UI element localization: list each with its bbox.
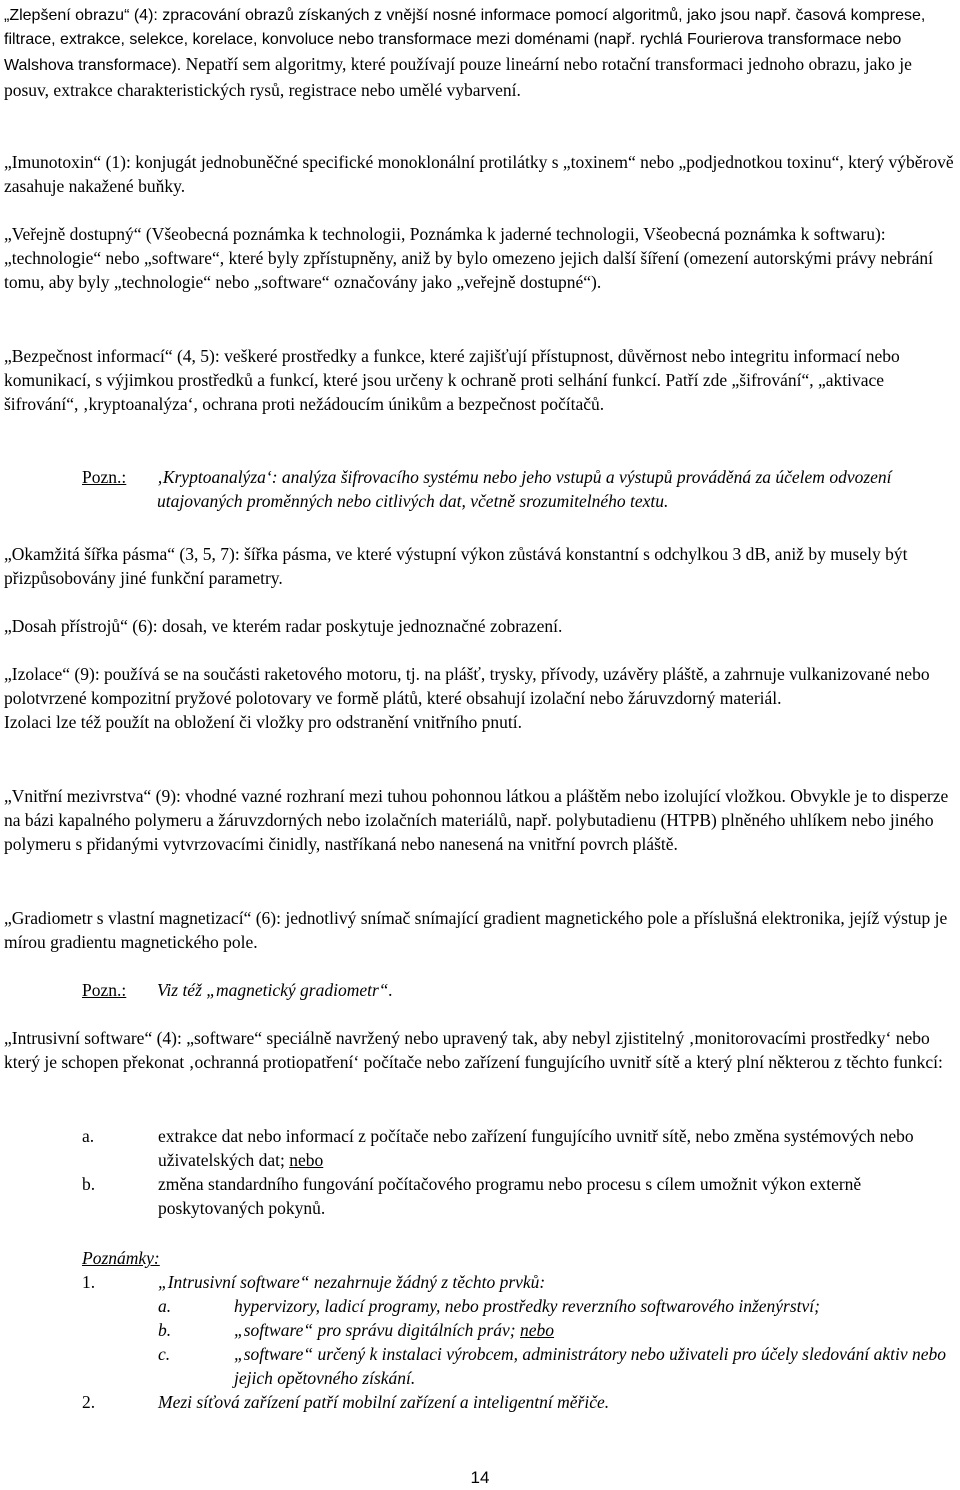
poznamky-subitem xyxy=(158,1342,960,1390)
paragraph-text: „Izolace“ (9): používá se na součásti raketového motoru, tj. na plášť, trysky, přívody, uzávěry pláště, a zahrnuje vulkanizované nebo polotvrzené kompozitní pryžové polotovary ve formě plátů, které obsahují izolační nebo žáruvzdorný materiál. xyxy=(4,664,930,708)
note-gradiometr xyxy=(82,978,954,1002)
paragraph-okamzita-sirka-pasma: „Okamžitá šířka pásma“ (3, 5, 7): šířka pásma, ve které výstupní výkon zůstává konstantní s odchylkou 3 dB, aniž by musely být přizpůsobovány jiné funkční parametry. xyxy=(4,544,908,588)
list-marker: a. xyxy=(82,1126,95,1146)
poznamky-subitem xyxy=(158,1318,960,1342)
paragraph-vnitrni-mezivrstva: „Vnitřní mezivrstva“ (9): vhodné vazné rozhraní mezi tuhou pohonnou látkou a pláštěm nebo izolující vložkou. Obvykle je to disperze na bázi kapalného polymeru a žáruvzdorných nebo izolačních materiálů, např. polybutadienu (HTPB) plněného uhlíkem nebo jiného polymeru s přidanými vytvrzovacími činidly, nastříkaná nebo nanesená na vnitřní povrch pláště. xyxy=(4,786,949,854)
list-marker: b. xyxy=(82,1174,96,1194)
function-list xyxy=(82,1124,954,1220)
paragraph-izolace xyxy=(4,662,954,734)
page-number: 14 xyxy=(470,1468,490,1487)
paragraph-text: „Zlepšení obrazu“ (4): zpracování obrazů získaných z vnější nosné informace pomocí algoritmů, jako jsou např. časová komprese, filtrace, extrakce, selekce, korelace, konvoluce nebo transformace mezi doménami (např. rychlá Fourierova transformace nebo Walshova transformace). xyxy=(4,7,926,74)
poznamky-subsuffix: nebo xyxy=(520,1320,555,1340)
note-text: Viz též „magnetický gradiometr“. xyxy=(157,980,393,1000)
list-item-suffix: nebo xyxy=(289,1150,324,1170)
paragraph-intrusivni-software: „Intrusivní software“ (4): „software“ speciálně navržený nebo upravený tak, aby nebyl zjistitelný ‚monitorovacími prostředky‘ nebo který je schopen překonat ‚ochranná protiopatření‘ počítače nebo zařízení fungujícího uvnitř sítě a který plní některou z těchto funkcí: xyxy=(4,1028,943,1072)
note-text: ‚Kryptoanalýza‘: analýza šifrovacího systému nebo jeho vstupů a výstupů prováděná za účelem odvození utajovaných proměnných nebo citlivých dat, včetně srozumitelného textu. xyxy=(157,467,892,511)
paragraph-gradiometr: „Gradiometr s vlastní magnetizací“ (6): jednotlivý snímač snímající gradient magnetického pole a příslušná elektronika, jejíž výstup je mírou gradientu magnetického pole. xyxy=(4,908,948,952)
poznamky-text: „Intrusivní software“ nezahrnuje žádný z těchto prvků: xyxy=(158,1272,546,1292)
paragraph-verejne-dostupny: „Veřejně dostupný“ (Všeobecná poznámka k technologii, Poznámka k jaderné technologii, Všeobecná poznámka k softwaru): „technologie“ nebo „software“, které byly zpřístupněny, aniž by bylo omezeno jejich další šíření (omezení autorskými právy nebrání tomu, aby byly „technologie“ nebo „software“ označovány jako „veřejně dostupné“). xyxy=(4,224,933,292)
poznamky-item xyxy=(82,1390,960,1414)
paragraph-zlepseni-obrazu xyxy=(4,4,954,104)
note-label: Pozn.: xyxy=(82,980,127,1000)
paragraph-text-cont: Nepatří sem algoritmy, které používají pouze lineární nebo rotační transformaci jednoho obrazu, jako je posuv, extrakce charakteristických rysů, registrace nebo umělé vybarvení. xyxy=(4,54,912,100)
poznamky-item xyxy=(82,1270,960,1294)
poznamky-submarker: c. xyxy=(158,1344,171,1364)
note-label: Pozn.: xyxy=(82,467,127,487)
list-item-text: změna standardního fungování počítačového programu nebo procesu s cílem umožnit výkon externě poskytovaných pokynů. xyxy=(158,1174,862,1218)
paragraph-dosah-pristroju: „Dosah přístrojů“ (6): dosah, ve kterém radar poskytuje jednoznačné zobrazení. xyxy=(4,616,563,636)
poznamky-subtext: „software“ pro správu digitálních práv; xyxy=(234,1320,516,1340)
poznamky-subtext: hypervizory, ladicí programy, nebo prostředky reverzního softwarového inženýrství; xyxy=(234,1296,820,1316)
note-kryptoanalyza xyxy=(82,465,954,513)
poznamky-header: Poznámky: xyxy=(82,1248,160,1268)
poznamky-submarker: b. xyxy=(158,1320,172,1340)
poznamky-marker: 2. xyxy=(82,1392,96,1412)
poznamky-submarker: a. xyxy=(158,1296,172,1316)
list-item-text: extrakce dat nebo informací z počítače nebo zařízení fungujícího uvnitř sítě, nebo změna systémových nebo uživatelských dat; xyxy=(158,1126,914,1170)
poznamky-text: Mezi síťová zařízení patří mobilní zařízení a inteligentní měřiče. xyxy=(158,1392,610,1412)
poznamky-subitem xyxy=(158,1294,960,1318)
list-item xyxy=(82,1172,954,1220)
poznamky-section xyxy=(82,1246,960,1414)
poznamky-marker: 1. xyxy=(82,1272,96,1292)
paragraph-text-cont: Izolaci lze též použít na obložení či vložky pro odstranění vnitřního pnutí. xyxy=(4,712,523,732)
paragraph-imunotoxin: „Imunotoxin“ (1): konjugát jednobuněčné specifické monoklonální protilátky s „toxinem“ nebo „podjednotkou toxinu“, který výběrově zasahuje nakažené buňky. xyxy=(4,152,954,196)
poznamky-sublist xyxy=(82,1294,960,1390)
paragraph-bezpecnost-informaci: „Bezpečnost informací“ (4, 5): veškeré prostředky a funkce, které zajišťují přístupnost, důvěrnost nebo integritu informací nebo komunikací, s výjimkou prostředků a funkcí, které jsou určeny k ochraně proti selhání funkcí. Patří zde „šifrování“, „aktivace šifrování“, ‚kryptoanalýza‘, ochrana proti nežádoucím únikům a bezpečnost počítačů. xyxy=(4,346,900,414)
list-item xyxy=(82,1124,954,1172)
poznamky-subtext: „software“ určený k instalaci výrobcem, administrátory nebo uživateli pro účely sledování aktiv nebo jejich opětovného získání. xyxy=(234,1344,947,1388)
